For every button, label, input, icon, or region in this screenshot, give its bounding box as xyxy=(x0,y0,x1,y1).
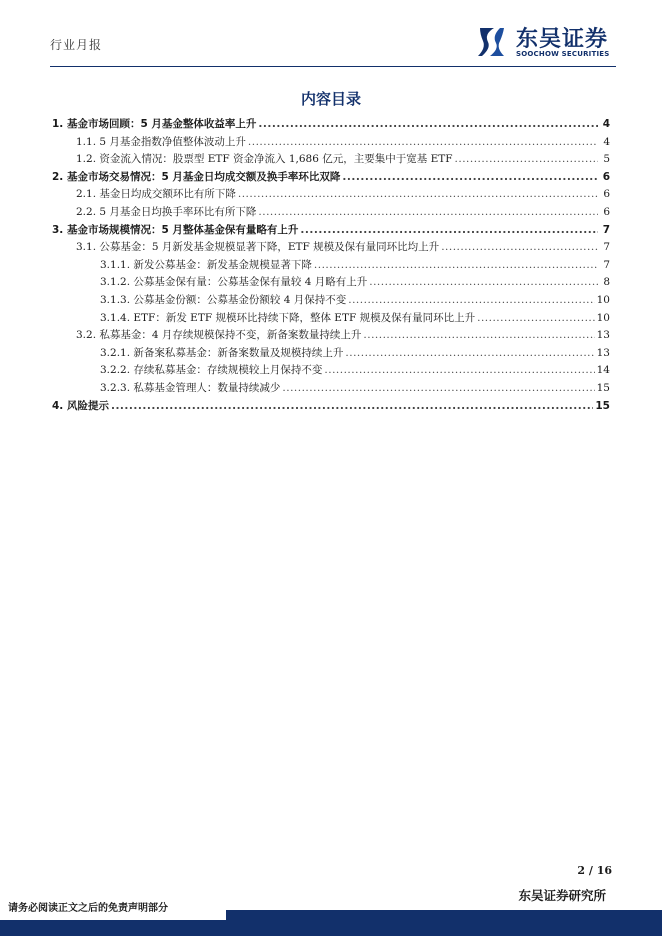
logo-english-name: SOOCHOW SECURITIES xyxy=(516,50,610,58)
page-indicator: 2 / 16 xyxy=(577,864,612,877)
toc-entry-label: 2.2. 5 月基金日均换手率环比有所下降 xyxy=(76,205,257,218)
toc-entry-2-2[interactable] xyxy=(52,204,610,222)
toc-entry-1[interactable] xyxy=(52,116,610,134)
toc-entry-3-2[interactable] xyxy=(52,327,610,345)
toc-entry-page: 13 xyxy=(596,346,610,359)
toc-entry-label: 3.1.4. ETF：新发 ETF 规模环比持续下降，整体 ETF 规模及保有量同环比上升 xyxy=(100,311,476,324)
toc-entry-page: 10 xyxy=(596,293,610,306)
toc-entry-page: 7 xyxy=(603,258,610,271)
toc-entry-label: 3.2.2. 存续私募基金：存续规模较上月保持不变 xyxy=(100,364,323,377)
toc-entry-1-1[interactable] xyxy=(52,134,610,152)
toc-entry-label: 3.2.1. 新备案私募基金：新备案数量及规模持续上升 xyxy=(100,346,344,359)
toc-entry-4[interactable] xyxy=(52,398,610,416)
toc-entry-page: 15 xyxy=(596,381,610,394)
toc-entry-3-2-3[interactable] xyxy=(52,380,610,398)
toc-entry-label: 2.1. 基金日均成交额环比有所下降 xyxy=(76,188,236,201)
toc-entry-label: 4. 风险提示 xyxy=(52,399,109,412)
toc-entry-label: 2. 基金市场交易情况：5 月基金日均成交额及换手率环比双降 xyxy=(52,170,341,183)
toc-entry-label: 3. 基金市场规模情况：5 月整体基金保有量略有上升 xyxy=(52,223,299,236)
toc-entry-3-1-1[interactable] xyxy=(52,257,610,275)
toc-entry-3-1-2[interactable] xyxy=(52,274,610,292)
soochow-logo-icon xyxy=(474,24,510,60)
toc-entry-3-1[interactable] xyxy=(52,239,610,257)
toc-entry-label: 3.2. 私募基金：4 月存续规模保持不变，新备案数量持续上升 xyxy=(76,329,362,342)
toc-entry-3-2-1[interactable] xyxy=(52,345,610,363)
toc-entry-page: 4 xyxy=(602,118,610,130)
toc-entry-page: 15 xyxy=(595,399,610,412)
toc-entry-label: 3.1. 公募基金：5 月新发基金规模显著下降，ETF 规模及保有量同环比均上升 xyxy=(76,241,440,254)
toc-entry-3-2-2[interactable] xyxy=(52,362,610,380)
toc-entry-page: 5 xyxy=(603,153,610,166)
table-of-contents xyxy=(52,116,610,415)
toc-entry-3-1-3[interactable] xyxy=(52,292,610,310)
company-logo xyxy=(474,22,624,62)
document-type-label: 行业月报 xyxy=(50,38,103,52)
toc-entry-page: 6 xyxy=(603,188,610,201)
logo-chinese-name: 东吴证券 xyxy=(516,27,609,52)
toc-entry-page: 7 xyxy=(602,223,610,236)
toc-entry-1-2[interactable] xyxy=(52,151,610,169)
toc-entry-label: 1. 基金市场回顾：5 月基金整体收益率上升 xyxy=(52,118,257,130)
toc-entry-page: 14 xyxy=(596,364,610,377)
footer-organization: 东吴证券研究所 xyxy=(518,888,606,903)
toc-entry-page: 6 xyxy=(603,205,610,218)
toc-entry-page: 4 xyxy=(603,135,610,148)
toc-entry-3[interactable] xyxy=(52,222,610,240)
disclaimer-note: 请务必阅读正文之后的免责声明部分 xyxy=(8,903,168,914)
toc-entry-2[interactable] xyxy=(52,169,610,187)
toc-entry-page: 7 xyxy=(603,241,610,254)
toc-entry-label: 1.2. 资金流入情况：股票型 ETF 资金净流入 1,686 亿元，主要集中于宽基 ETF xyxy=(76,153,453,166)
toc-entry-page: 6 xyxy=(602,170,610,183)
toc-entry-3-1-4[interactable] xyxy=(52,310,610,328)
toc-entry-label: 3.1.1. 新发公募基金：新发基金规模显著下降 xyxy=(100,258,312,271)
toc-entry-2-1[interactable] xyxy=(52,186,610,204)
toc-entry-page: 10 xyxy=(596,311,610,324)
toc-entry-label: 1.1. 5 月基金指数净值整体波动上升 xyxy=(76,135,246,148)
toc-entry-label: 3.2.3. 私募基金管理人：数量持续减少 xyxy=(100,381,281,394)
toc-entry-page: 13 xyxy=(596,329,610,342)
toc-entry-page: 8 xyxy=(603,276,610,289)
toc-entry-label: 3.1.3. 公募基金份额：公募基金份额较 4 月保持不变 xyxy=(100,293,347,306)
toc-title: 内容目录 xyxy=(300,90,361,108)
toc-entry-label: 3.1.2. 公募基金保有量：公募基金保有量较 4 月略有上升 xyxy=(100,276,368,289)
header-divider xyxy=(50,66,616,67)
